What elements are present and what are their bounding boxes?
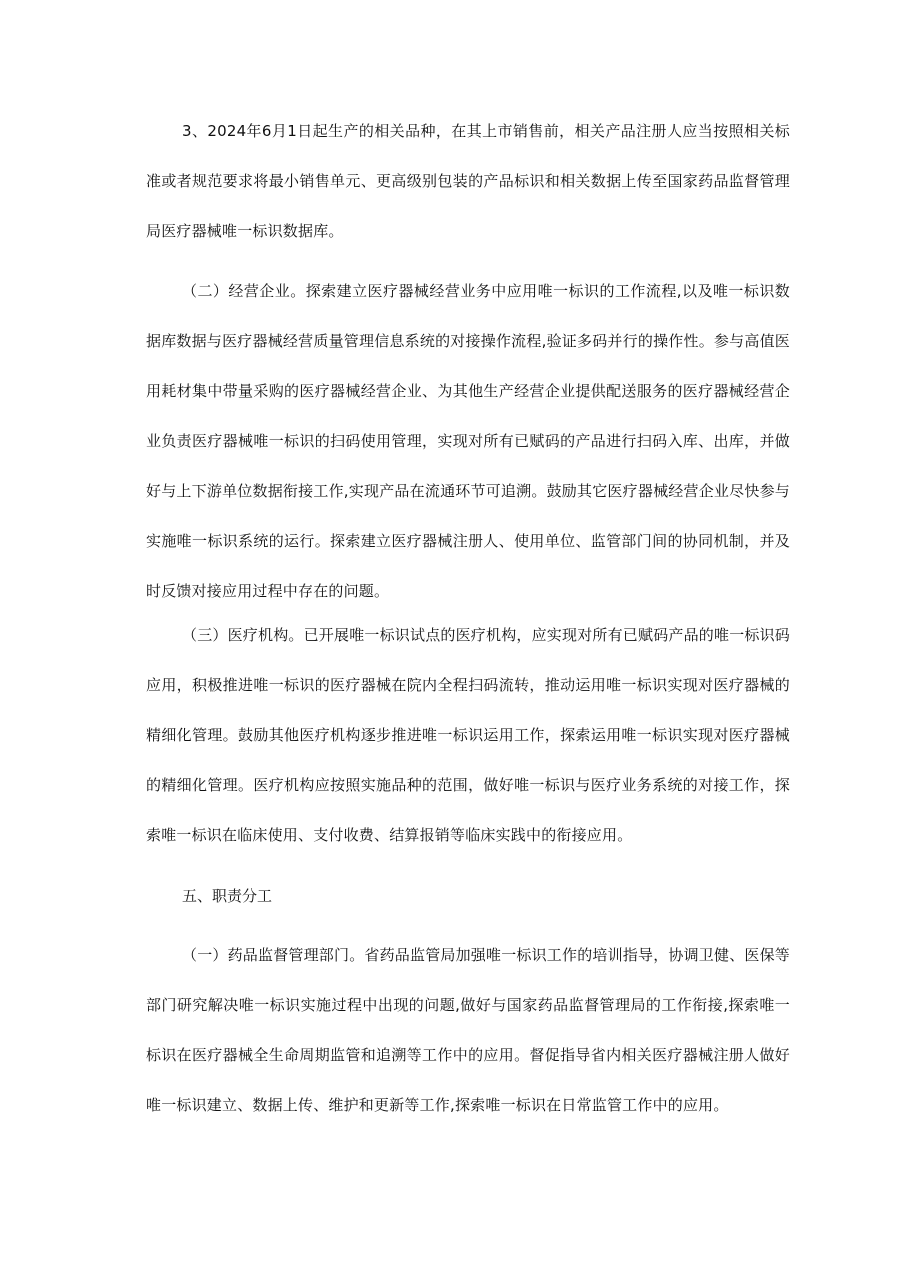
paragraph-distribution-enterprises: （二）经营企业。探索建立医疗器械经营业务中应用唯一标识的工作流程,以及唯一标识数据库数据与医疗器械经营质量管理信息系统的对接操作流程,验证多码并行的操作性。参与高值医用耗材集中带量采购的医疗器械经营企业、为其他生产经营企业提供配送服务的医疗器械经营企业负责医疗器械唯一标识的扫码使用管理，实现对所有已赋码的产品进行扫码入库、出库，并做好与上下游单位数据衔接工作,实现产品在流通环节可追溯。鼓励其它医疗器械经营企业尽快参与实施唯一标识系统的运行。探索建立医疗器械注册人、使用单位、监管部门间的协同机制，并及时反馈对接应用过程中存在的问题。 [146, 282, 790, 600]
paragraph-item-3: 3、2024年6月1日起生产的相关品种，在其上市销售前，相关产品注册人应当按照相关标准或者规范要求将最小销售单元、更高级别包装的产品标识和相关数据上传至国家药品监督管理局医疗器械唯一标识数据库。 [146, 122, 790, 240]
paragraph-drug-regulatory-departments: （一）药品监督管理部门。省药品监管局加强唯一标识工作的培训指导，协调卫健、医保等部门研究解决唯一标识实施过程中出现的问题,做好与国家药品监督管理局的工作衔接,探索唯一标识在医疗器械全生命周期监管和追溯等工作中的应用。督促指导省内相关医疗器械注册人做好唯一标识建立、数据上传、维护和更新等工作,探索唯一标识在日常监管工作中的应用。 [146, 946, 791, 1114]
section-heading-responsibilities: 五、职责分工 [182, 887, 273, 905]
paragraph-medical-institutions: （三）医疗机构。已开展唯一标识试点的医疗机构，应实现对所有已赋码产品的唯一标识码应用，积极推进唯一标识的医疗器械在院内全程扫码流转，推动运用唯一标识实现对医疗器械的精细化管理。鼓励其他医疗机构逐步推进唯一标识运用工作，探索运用唯一标识实现对医疗器械的精细化管理。医疗机构应按照实施品种的范围，做好唯一标识与医疗业务系统的对接工作，探索唯一标识在临床使用、支付收费、结算报销等临床实践中的衔接应用。 [146, 626, 791, 844]
